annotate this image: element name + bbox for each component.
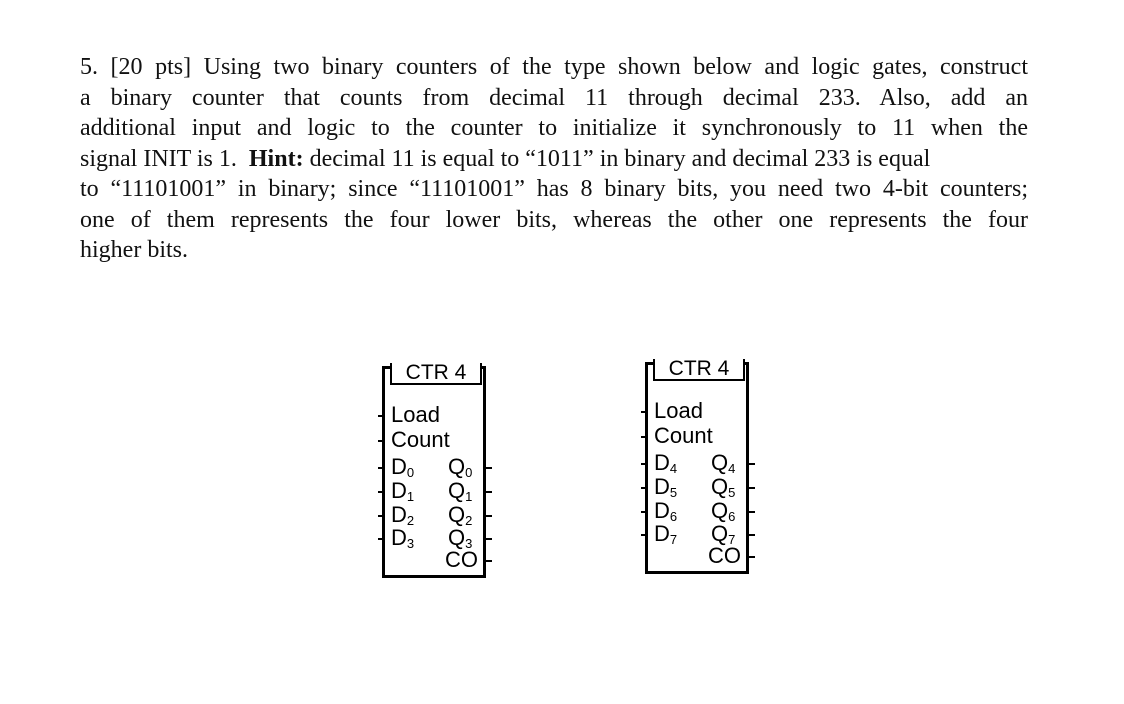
d2-pin: [378, 515, 382, 517]
input-d7: $D_7$: [654, 521, 678, 547]
q2-pin: [486, 515, 492, 517]
count-label: Count: [654, 423, 713, 448]
q4-pin: [749, 463, 755, 465]
d0-pin: [378, 467, 382, 469]
input-d0: $D_0$: [391, 454, 415, 480]
carry-out-label: CO: [445, 547, 478, 572]
problem-line-3: additional input and logic to the counter to initialize it synchronously to 11 when the: [80, 115, 1028, 141]
d3-pin: [378, 538, 382, 540]
input-d6: $D_6$: [654, 498, 678, 524]
load-label: Load: [391, 402, 440, 427]
count-label: Count: [391, 427, 450, 452]
q1-pin: [486, 491, 492, 493]
co-pin: [749, 556, 755, 558]
problem-line-4: signal INIT is 1. Hint: decimal 11 is equal to “1011” in binary and decimal 233 is equal: [80, 145, 931, 172]
counter-lower: [382, 361, 492, 578]
problem-line-5: to “11101001” in binary; since “11101001” has 8 binary bits, you need two 4-bit counters;: [80, 176, 1028, 202]
load-label: Load: [654, 398, 703, 423]
input-d3: $D_3$: [391, 525, 415, 551]
input-d4: $D_4$: [654, 450, 678, 476]
output-q5: $Q_5$: [711, 474, 736, 500]
output-q0: $Q_0$: [448, 454, 473, 480]
input-d1: $D_1$: [391, 478, 415, 504]
problem-line-6: one of them represents the four lower bits, whereas the other one represents the four: [80, 206, 1028, 233]
input-d2: $D_2$: [391, 502, 415, 528]
problem-line-7: higher bits.: [80, 237, 188, 263]
d4-pin: [641, 463, 645, 465]
counter-title: CTR 4: [653, 359, 745, 381]
q6-pin: [749, 511, 755, 513]
co-pin: [486, 560, 492, 562]
output-q6: $Q_6$: [711, 498, 736, 524]
count-pin: [641, 436, 645, 438]
problem-statement: [80, 52, 1028, 266]
output-q1: $Q_1$: [448, 478, 473, 504]
load-pin: [378, 415, 382, 417]
counter-higher: [645, 357, 755, 574]
output-q2: $Q_2$: [448, 502, 473, 528]
input-d5: $D_5$: [654, 474, 678, 500]
d5-pin: [641, 487, 645, 489]
q0-pin: [486, 467, 492, 469]
q5-pin: [749, 487, 755, 489]
output-q7: $Q_7$: [711, 521, 736, 547]
q3-pin: [486, 538, 492, 540]
problem-line-1: 5. [20 pts] Using two binary counters of the type shown below and logic gates, construct: [80, 54, 1028, 80]
d1-pin: [378, 491, 382, 493]
d7-pin: [641, 534, 645, 536]
output-q3: $Q_3$: [448, 525, 473, 551]
q7-pin: [749, 534, 755, 536]
load-pin: [641, 411, 645, 413]
d6-pin: [641, 511, 645, 513]
hint-label: Hint:: [248, 145, 304, 172]
count-pin: [378, 440, 382, 442]
output-q4: $Q_4$: [711, 450, 736, 476]
counter-title: CTR 4: [390, 363, 482, 385]
carry-out-label: CO: [708, 543, 741, 568]
problem-line-2: a binary counter that counts from decimal 11 through decimal 233. Also, add an: [80, 84, 1028, 111]
